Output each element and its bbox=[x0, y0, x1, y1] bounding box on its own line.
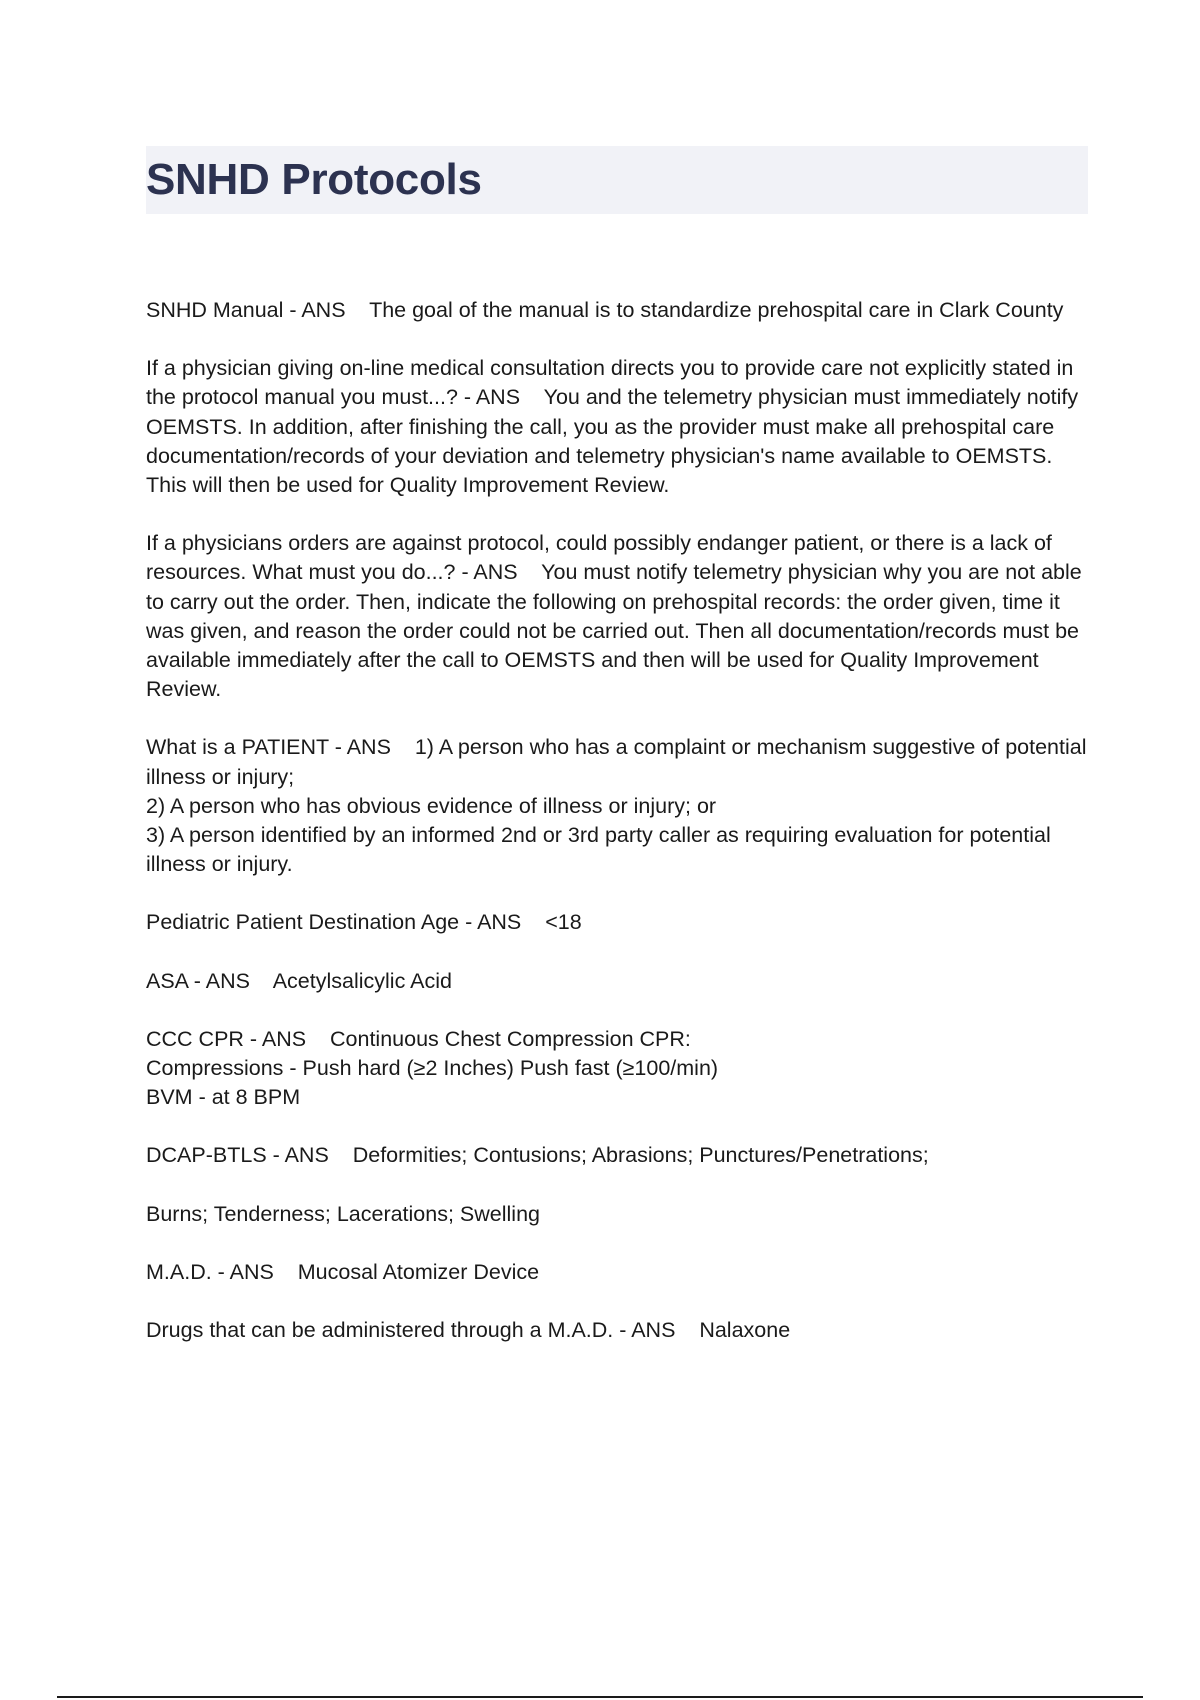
ans-marker: ANS bbox=[284, 1143, 329, 1168]
question-text: If a physician giving on-line medical consultation directs you to provide care not explicitly stated in the protocol manual you must...? - bbox=[146, 356, 1074, 410]
qa-card bbox=[146, 296, 1096, 325]
answer-text: Nalaxone bbox=[699, 1318, 791, 1343]
question-text: ASA - bbox=[146, 968, 206, 993]
qa-card bbox=[146, 908, 1096, 937]
answer-text: Mucosal Atomizer Device bbox=[297, 1259, 540, 1284]
answer-text: Continuous Chest Compression CPR: Compressions - Push hard (≥2 Inches) Push fast (≥100/min) BVM - at 8 BPM bbox=[146, 1026, 719, 1110]
question-text: SNHD Manual - bbox=[146, 298, 302, 322]
question-text: M.A.D. - bbox=[146, 1259, 230, 1284]
title-band bbox=[146, 146, 1088, 214]
qa-card bbox=[146, 1141, 1096, 1170]
qa-card-continuation bbox=[146, 1200, 1096, 1229]
answer-text: You must notify telemetry physician why you are not able to carry out the order. Then, indicate the following on prehospital records: the order given, time it was given, and reason the order could not be carried out. Then all documentation/records must be available immediately after the call to OEMSTS and then will be used for Quality Improvement Review. bbox=[146, 560, 1082, 702]
answer-text: Acetylsalicylic Acid bbox=[272, 968, 452, 993]
answer-text: Burns; Tenderness; Lacerations; Swelling bbox=[146, 1201, 540, 1226]
ans-marker: ANS bbox=[229, 1259, 274, 1284]
ans-marker: ANS bbox=[205, 968, 250, 993]
qa-card bbox=[146, 1258, 1096, 1287]
qa-card bbox=[146, 967, 1096, 996]
page-title: SNHD Protocols bbox=[146, 155, 482, 204]
ans-marker: ANS bbox=[346, 735, 391, 760]
question-text: CCC CPR - bbox=[146, 1026, 262, 1051]
answer-text: The goal of the manual is to standardize prehospital care in Clark County bbox=[369, 298, 1064, 322]
ans-marker: ANS bbox=[475, 385, 521, 410]
question-text: What is a PATIENT - bbox=[146, 735, 347, 760]
qa-card bbox=[146, 354, 1096, 500]
qa-card bbox=[146, 529, 1096, 704]
answer-text: <18 bbox=[545, 910, 582, 935]
ans-marker: ANS bbox=[477, 910, 522, 935]
qa-card bbox=[146, 1316, 1096, 1345]
flashcard-list bbox=[146, 296, 1096, 1374]
answer-text: You and the telemetry physician must immediately notify OEMSTS. In addition, after finishing the call, you as the provider must make all prehospital care documentation/records of your deviation and telemetry physician's name available to OEMSTS. This will then be used for Quality Improvement Review. bbox=[146, 385, 1079, 498]
page-bottom-rule bbox=[57, 1696, 1143, 1698]
ans-marker: ANS bbox=[301, 298, 346, 322]
ans-marker: ANS bbox=[631, 1318, 676, 1343]
answer-text: 1) A person who has a complaint or mechanism suggestive of potential illness or injury; 2) A person who has obvious evidence of illness or injury; or 3) A person identified by an informed 2nd or 3rd party caller as requiring evaluation for potential illness or injury. bbox=[146, 735, 1087, 877]
answer-text: Deformities; Contusions; Abrasions; Punctures/Penetrations; bbox=[352, 1143, 929, 1168]
question-text: Drugs that can be administered through a M.A.D. - bbox=[146, 1318, 632, 1343]
ans-marker: ANS bbox=[473, 560, 518, 585]
question-text: DCAP-BTLS - bbox=[146, 1143, 285, 1168]
ans-marker: ANS bbox=[261, 1026, 307, 1051]
question-text: If a physicians orders are against protocol, could possibly endanger patient, or there is a lack of resources. What must you do...? - bbox=[146, 531, 1052, 585]
qa-card bbox=[146, 733, 1096, 879]
question-text: Pediatric Patient Destination Age - bbox=[146, 910, 478, 935]
qa-card bbox=[146, 1025, 1096, 1113]
